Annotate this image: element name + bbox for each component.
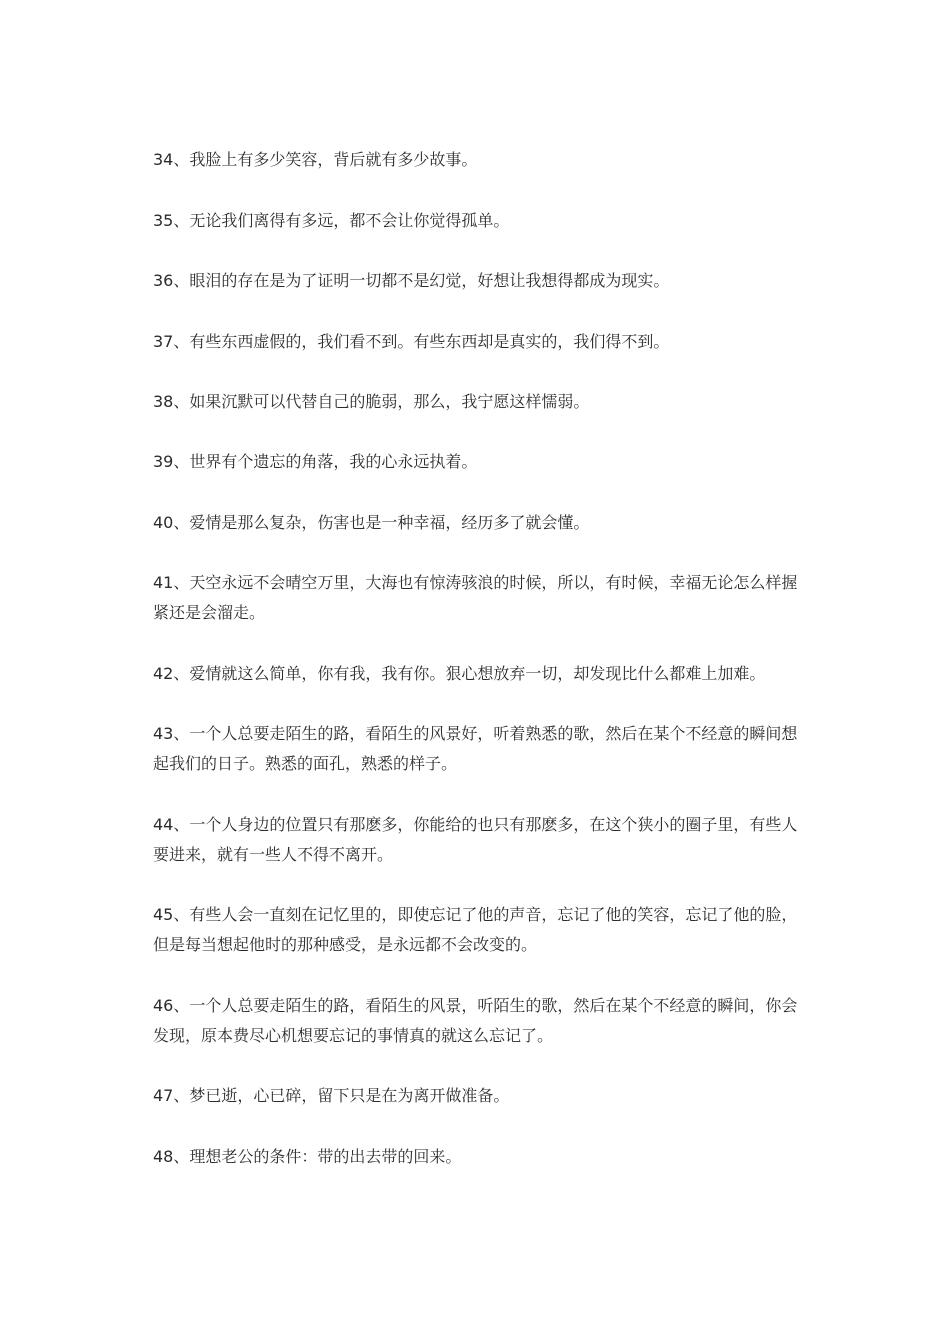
paragraph-40: 40、爱情是那么复杂，伤害也是一种幸福，经历多了就会懂。 xyxy=(153,513,590,532)
paragraph-44: 44、一个人身边的位置只有那麽多，你能给的也只有那麽多，在这个狭小的圈子里，有些人要进来，就有一些人不得不离开。 xyxy=(153,815,798,864)
paragraph-35: 35、无论我们离得有多远，都不会让你觉得孤单。 xyxy=(153,211,510,230)
paragraph-45: 45、有些人会一直刻在记忆里的，即使忘记了他的声音，忘记了他的笑容，忘记了他的脸，但是每当想起他时的那种感受，是永远都不会改变的。 xyxy=(153,905,798,954)
paragraph-39: 39、世界有个遗忘的角落，我的心永远执着。 xyxy=(153,452,478,471)
paragraph-37: 37、有些东西虚假的，我们看不到。有些东西却是真实的，我们得不到。 xyxy=(153,332,670,351)
paragraph-48: 48、理想老公的条件：带的出去带的回来。 xyxy=(153,1147,462,1166)
paragraph-46: 46、一个人总要走陌生的路，看陌生的风景，听陌生的歌，然后在某个不经意的瞬间，你会发现，原本费尽心机想要忘记的事情真的就这么忘记了。 xyxy=(153,996,798,1045)
paragraph-43: 43、一个人总要走陌生的路，看陌生的风景好，听着熟悉的歌，然后在某个不经意的瞬间想起我们的日子。熟悉的面孔，熟悉的样子。 xyxy=(153,724,798,773)
paragraph-38: 38、如果沉默可以代替自己的脆弱，那么，我宁愿这样懦弱。 xyxy=(153,392,590,411)
paragraph-47: 47、梦已逝，心已碎，留下只是在为离开做准备。 xyxy=(153,1086,510,1105)
paragraph-34: 34、我脸上有多少笑容，背后就有多少故事。 xyxy=(153,150,478,169)
paragraph-41: 41、天空永远不会晴空万里，大海也有惊涛骇浪的时候，所以，有时候，幸福无论怎么样握紧还是会溜走。 xyxy=(153,573,798,622)
paragraph-36: 36、眼泪的存在是为了证明一切都不是幻觉，好想让我想得都成为现实。 xyxy=(153,271,670,290)
paragraph-42: 42、爱情就这么简单，你有我，我有你。狠心想放弃一切，却发现比什么都难上加难。 xyxy=(153,664,766,683)
